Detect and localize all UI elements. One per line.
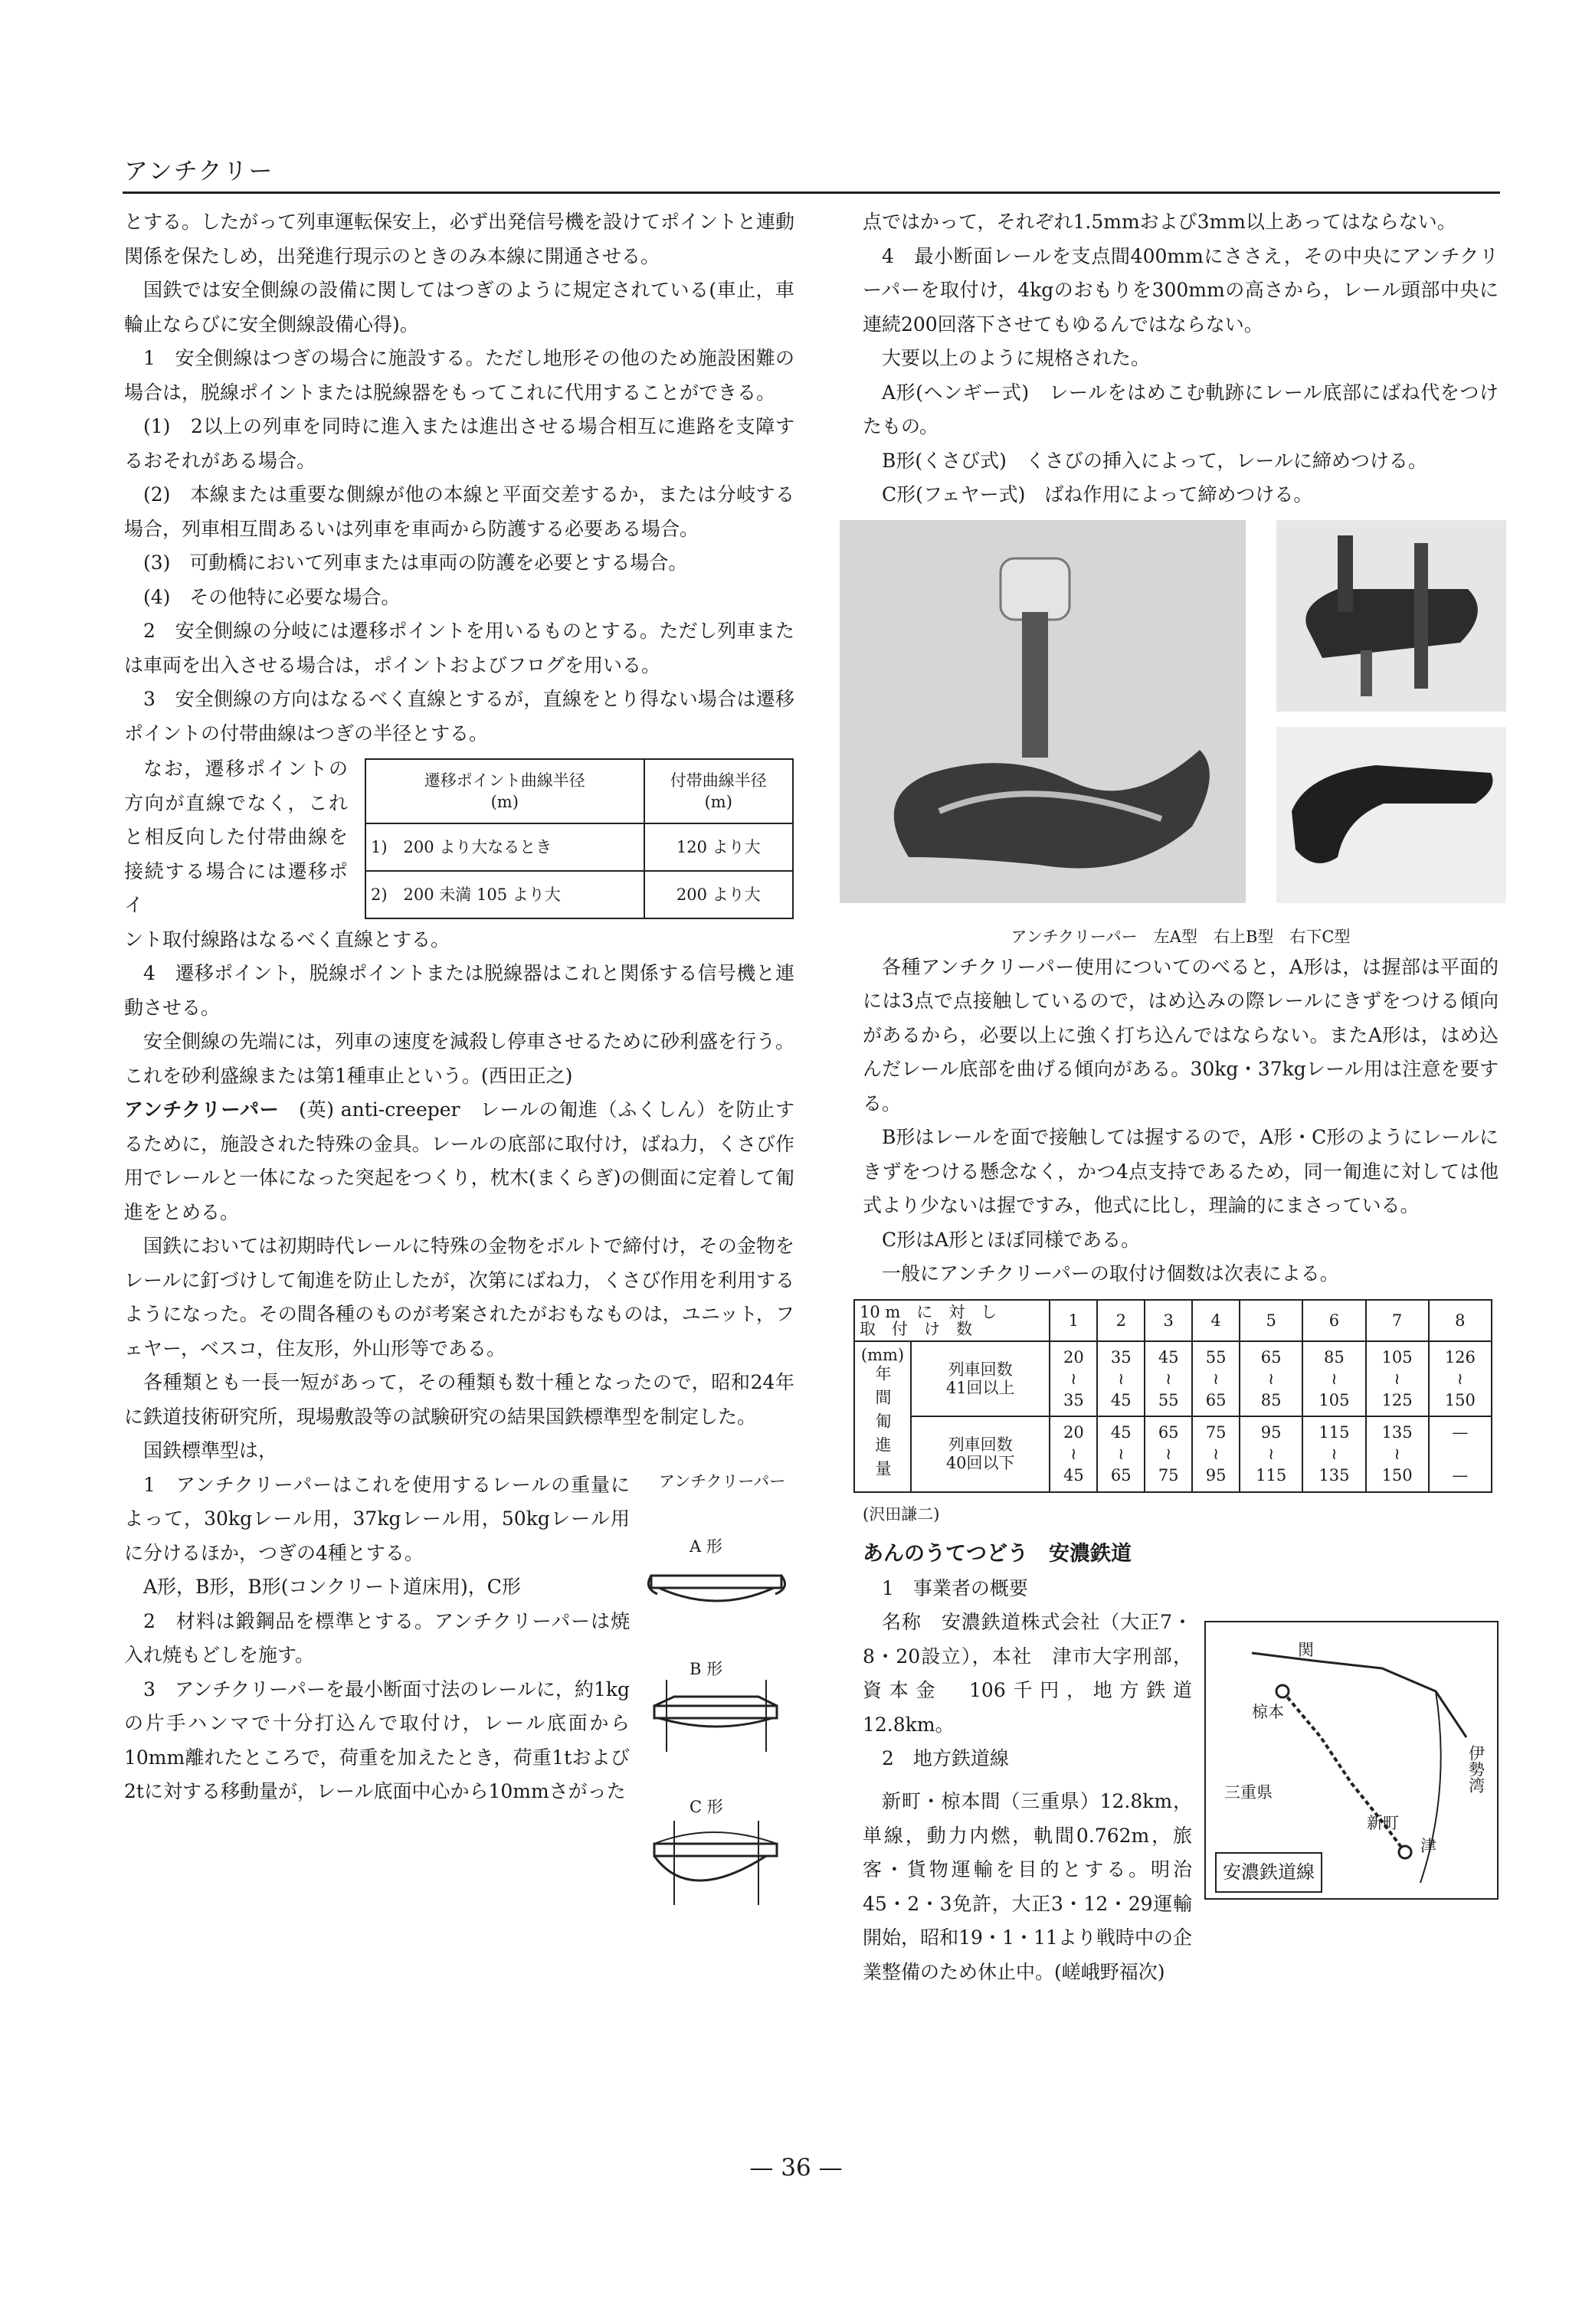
count-table: [853, 1299, 1492, 1493]
paragraph: 1 安全側線はつぎの場合に施設する。ただし地形その他のため施設困難の場合は，脱線ポイントまたは脱線器をもってこれに代用することができる。: [124, 347, 794, 404]
map-prefecture-label: 三重県: [1224, 1783, 1273, 1802]
table-cell: 45 ≀ 55: [1145, 1341, 1192, 1417]
table-cell: 65 ≀ 75: [1145, 1416, 1192, 1492]
paragraph: A形(ヘンギー式) レールをはめこむ軌跡にレール底部にばね代をつけたもの。: [863, 381, 1499, 437]
col-header: 2: [1097, 1300, 1145, 1341]
type-a-diagram: [644, 1553, 789, 1622]
paragraph: 3 アンチクリーパーを最小断面寸法のレールに，約1kgの片手ハンマで十分打込んで取付け，レール底面から10mm離れたところで，荷重を加えたとき，荷重1tおよび2tに対する移動量が，レール底面中心から10mmさがった: [124, 1678, 630, 1802]
paragraph: とする。したがって列車運転保安上，必ず出発信号機を設けてポイントと連動関係を保たしめ，出発進行現示のときのみ本線に開通させる。: [124, 211, 795, 267]
author-credit: (沢田謙二): [863, 1504, 940, 1524]
figure-label-c: C 形: [690, 1797, 723, 1816]
subheading: 1 事業者の概要: [882, 1576, 1028, 1599]
subheading: 2 地方鉄道線: [882, 1747, 1009, 1769]
paragraph: 国鉄では安全側線の設備に関してはつぎのように規定されている(車止，車輪止ならびに安全側線設備心得)。: [124, 279, 794, 336]
header-rule: [123, 191, 1500, 194]
paragraph: C形はA形とほぼ同様である。: [882, 1228, 1141, 1251]
figure-label-a: A 形: [690, 1537, 722, 1556]
paragraph: 1 アンチクリーパーはこれを使用するレールの重量によって，30kgレール用，37kgレール用，50kgレール用に分けるほか，つぎの4種とする。: [124, 1473, 630, 1564]
table-cell: 95 ≀ 115: [1240, 1416, 1302, 1492]
col-header: 5: [1240, 1300, 1302, 1341]
table-header: 遷移ポイント曲線半径 (m): [365, 759, 644, 823]
photo-type-b: [1276, 520, 1506, 712]
table-cell: 1) 200 より大なるとき: [365, 823, 644, 871]
photo-type-c: [1276, 727, 1506, 903]
map-station-label: 椋本: [1252, 1703, 1284, 1721]
paragraph: 4 遷移ポイント，脱線ポイントまたは脱線器はこれと関係する信号機と連動させる。: [124, 962, 794, 1019]
photo-type-a: [840, 520, 1246, 903]
row-label: 列車回数 41回以上: [911, 1341, 1050, 1417]
paragraph: 各種類とも一長一短があって，その種類も数十種となったので，昭和24年に鉄道技術研究所，現場敷設等の試験研究の結果国鉄標準型を制定した。: [124, 1371, 794, 1428]
paragraph: 一般にアンチクリーパーの取付け個数は次表による。: [882, 1262, 1339, 1285]
table-cell: 105 ≀ 125: [1366, 1341, 1429, 1417]
map-place-label: 関: [1298, 1641, 1314, 1659]
route-map: [1204, 1621, 1499, 1900]
table-cell: 75 ≀ 95: [1192, 1416, 1240, 1492]
row-label: 列車回数 40回以下: [911, 1416, 1050, 1492]
paragraph: 4 最小断面レールを支点間400mmにささえ，その中央にアンチクリーパーを取付け，4kgのおもりを300mmの高さから，レール頭部中央に連続200回落下させてもゆるんではならない。: [863, 244, 1499, 336]
paragraph: 国鉄においては初期時代レールに特殊の金物をボルトで締付け，その金物をレールに釘づけして匍進を防止したが，次第にばね力，くさび作用を利用するようになった。その間各種のものが考案されたがおもなものは，ユニット，フェヤー，ベスコ，住友形，外山形等である。: [124, 1235, 794, 1360]
type-c-diagram: [644, 1813, 789, 1913]
entry-definition: (英) anti-creeper レールの匍進（ふくしん）を防止するために，施設された特殊の金具。レールの底部に取付け，ばね力，くさび作用でレールと一体になった突起をつくり，枕木(まくらぎ)の側面に定着して匍進をとめる。: [124, 1098, 794, 1223]
paragraph: B形(くさび式) くさびの挿入によって，レールに締めつける。: [882, 449, 1427, 472]
map-bay-label: 伊勢湾: [1466, 1745, 1486, 1793]
figure-title: アンチクリーパー: [659, 1471, 786, 1491]
col-header: 6: [1302, 1300, 1365, 1341]
table-header: 付帯曲線半径 (m): [644, 759, 793, 823]
map-place-label: 津: [1420, 1837, 1436, 1855]
paragraph: (4) その他特に必要な場合。: [143, 585, 401, 608]
col-header: 7: [1366, 1300, 1429, 1341]
dictionary-entry: [124, 1093, 794, 1229]
paragraph: A形，B形，B形(コンクリート道床用)，C形: [143, 1576, 521, 1598]
page-header: アンチクリー: [124, 158, 274, 185]
paragraph: B形はレールを面で接触しては握するので，A形・C形のようにレールにきずをつける懸念なく，かつ4点支持であるため，同一匍進に対しては他式より少ないは握ですみ，他式に比し，理論的にまさっている。: [863, 1126, 1499, 1216]
left-column: [124, 205, 794, 1920]
table-cell: 65 ≀ 85: [1240, 1341, 1302, 1417]
col-header: 8: [1429, 1300, 1492, 1341]
table-cell: 20 ≀ 45: [1050, 1416, 1097, 1492]
paragraph: 安全側線の先端には，列車の速度を減殺し停車させるために砂利盛を行う。これを砂利盛線または第1種車止という。(西田正之): [124, 1030, 795, 1087]
paragraph: 大要以上のように規格された。: [882, 347, 1151, 369]
section-heading: あんのうてつどう 安濃鉄道: [863, 1542, 1132, 1566]
table-cell: 120 より大: [644, 823, 793, 871]
paragraph: 各種アンチクリーパー使用についてのべると，A形は，は握部は平面的には3点で点接触しているので，はめ込みの際レールにきずをつける傾向があるから，必要以上に強く打ち込んではならない。またA形は，はめ込んだレール底部を曲げる傾向がある。30kg・37kgレール用は注意を要する。: [863, 955, 1499, 1115]
col-header: 3: [1145, 1300, 1192, 1341]
paragraph: 2 材料は鍛鋼品を標準とする。アンチクリーパーは焼入れ焼もどしを施す。: [124, 1609, 630, 1666]
page-number: — 36 —: [749, 2154, 843, 2182]
paragraph: (1) 2以上の列車を同時に進入または進出させる場合相互に進路を支障するおそれがある場合。: [124, 415, 794, 472]
right-column: [860, 205, 1499, 1989]
table-header: 10 m に 対 し 取 付 け 数: [854, 1300, 1050, 1341]
photo-caption: アンチクリーパー 左A型 右上B型 右下C型: [1011, 927, 1351, 946]
paragraph: C形(フェヤー式) ばね作用によって締めつける。: [882, 483, 1313, 506]
paragraph: なお，遷移ポイントの方向が直線でなく，これと相反向した付帯曲線を接続する場合には遷移ポイ: [124, 758, 348, 916]
entry-term: アンチクリーパー: [124, 1098, 280, 1121]
photo-block: [863, 520, 1499, 934]
table-cell: 45 ≀ 65: [1097, 1416, 1145, 1492]
figure-label-b: B 形: [690, 1659, 723, 1678]
table-cell: 126 ≀ 150: [1429, 1341, 1492, 1417]
table-cell: 135 ≀ 150: [1366, 1416, 1429, 1492]
map-station-label: 新町: [1367, 1814, 1399, 1832]
table-cell: 115 ≀ 135: [1302, 1416, 1365, 1492]
table-cell: 2) 200 未満 105 より大: [365, 871, 644, 918]
radius-table: [365, 758, 794, 919]
col-header: 4: [1192, 1300, 1240, 1341]
table-cell: 35 ≀ 45: [1097, 1341, 1145, 1417]
paragraph: 新町・椋本間（三重県）12.8km，単線，動力内燃，軌間0.762m，旅客・貨物運輸を目的とする。明治45・2・3免許，大正3・12・29運輸開始，昭和19・1・11より戦時中の企業整備のため休止中。(嵯峨野福次): [863, 1790, 1192, 1983]
row-group-label: (mm) 年間匍進量: [854, 1341, 911, 1492]
paragraph: 点ではかって，それぞれ1.5mmおよび3mm以上あってはならない。: [863, 211, 1456, 233]
text-with-figure: [124, 1468, 794, 1920]
type-b-diagram: [644, 1675, 789, 1759]
paragraph: (3) 可動橋において列車または車両の防護を必要とする場合。: [143, 552, 688, 574]
anticreeper-figure: [644, 1468, 789, 1920]
paragraph: 名称 安濃鉄道株式会社（大正7・8・20設立），本社 津市大字刑部，資本金 106千円，地方鉄道12.8km。: [863, 1611, 1192, 1736]
col-header: 1: [1050, 1300, 1097, 1341]
paragraph: (2) 本線または重要な側線が他の本線と平面交差するか，または分岐する場合，列車相互間あるいは列車を車両から防護する必要ある場合。: [124, 483, 794, 540]
table-with-text: [124, 752, 794, 923]
table-cell: 20 ≀ 35: [1050, 1341, 1097, 1417]
paragraph: 国鉄標準型は，: [143, 1439, 278, 1462]
table-cell: — —: [1429, 1416, 1492, 1492]
paragraph: 3 安全側線の方向はなるべく直線とするが，直線をとり得ない場合は遷移ポイントの付帯曲線はつぎの半径とする。: [124, 688, 794, 745]
table-cell: 55 ≀ 65: [1192, 1341, 1240, 1417]
paragraph: 2 安全側線の分岐には遷移ポイントを用いるものとする。ただし列車または車両を出入させる場合は，ポイントおよびフログを用いる。: [124, 620, 794, 676]
paragraph: ント取付線路はなるべく直線とする。: [124, 928, 450, 951]
table-cell: 85 ≀ 105: [1302, 1341, 1365, 1417]
map-legend: 安濃鉄道線: [1215, 1852, 1322, 1893]
table-cell: 200 より大: [644, 871, 793, 918]
